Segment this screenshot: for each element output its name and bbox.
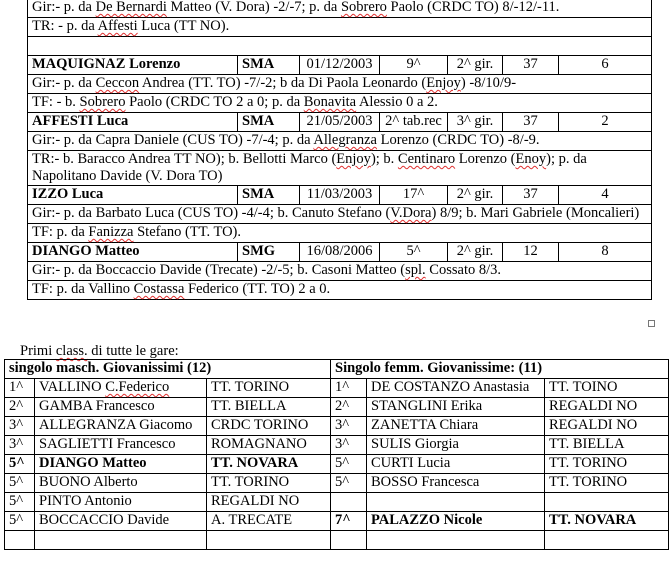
match-note: TF: p. da Vallino Costassa Federico (TT. TO) 2 a 0. [28,281,652,300]
results-table [4,359,669,550]
girl-place: 5^ [331,455,367,474]
match-note: TF: p. da Fanizza Stefano (TT. TO). [28,224,652,243]
girl-club [545,531,669,550]
player-name: IZZO Luca [28,186,238,205]
girl-name: ZANETTA Chiara [367,417,545,436]
girl-club: TT. TORINO [545,474,669,493]
boy-club: TT. TORINO [207,379,331,398]
boy-name [35,531,207,550]
player-group: 2^ gir. [448,56,503,75]
boy-name: SAGLIETTI Francesco [35,436,207,455]
match-note: TR: - p. da Affesti Luca (TT NO). [28,18,652,37]
player-birthdate: 16/08/2006 [300,243,380,262]
boy-name: VALLINO C.Federico [35,379,207,398]
player-rank: 2 [559,113,652,132]
boy-club: TT. TORINO [207,474,331,493]
boy-place: 5^ [5,512,35,531]
player-birthdate: 11/03/2003 [300,186,380,205]
girl-club: TT. BIELLA [545,436,669,455]
results-row [5,455,669,474]
match-note: Gir:- p. da De Bernardi Matteo (V. Dora) -2/-7; p. da Sobrero Paolo (CRDC TO) 8/-12/-11. [28,0,652,18]
note-row [28,94,652,113]
boy-club: REGALDI NO [207,493,331,512]
girl-place: 3^ [331,436,367,455]
boy-place: 1^ [5,379,35,398]
note-row [28,224,652,243]
player-count: 37 [503,113,559,132]
table-resize-handle[interactable] [648,320,655,327]
results-row [5,436,669,455]
player-position: 17^ [380,186,448,205]
note-row [28,0,652,18]
note-row [28,18,652,37]
player-category: SMA [238,56,300,75]
boy-club [207,531,331,550]
note-row [28,281,652,300]
boy-name: BUONO Alberto [35,474,207,493]
boy-place: 3^ [5,417,35,436]
player-category: SMA [238,113,300,132]
boy-club: TT. NOVARA [207,455,331,474]
player-position: 9^ [380,56,448,75]
girl-place: 1^ [331,379,367,398]
player-category: SMA [238,186,300,205]
blank-row [28,37,652,56]
boy-place: 3^ [5,436,35,455]
boy-place: 2^ [5,398,35,417]
girl-name: CURTI Lucia [367,455,545,474]
girl-club: TT. NOVARA [545,512,669,531]
boy-club: ROMAGNANO [207,436,331,455]
results-row [5,493,669,512]
boys-category-header: singolo masch. Giovanissimi (12) [5,360,331,379]
girl-place [331,531,367,550]
blank-cell [28,37,652,56]
match-note: TF: - b. Sobrero Paolo (CRDC TO 2 a 0; p. da Bonavita Alessio 0 a 2. [28,94,652,113]
girl-club: REGALDI NO [545,417,669,436]
girl-name: PALAZZO Nicole [367,512,545,531]
match-note: TR:- b. Baracco Andrea TT NO); b. Bellotti Marco (Enjoy); b. Centinaro Lorenzo (Enoy); p. da Napolitano Davide (V. Dora TO) [28,151,652,186]
player-count: 37 [503,186,559,205]
results-header-row [5,360,669,379]
boy-club: TT. BIELLA [207,398,331,417]
results-caption: Primi class. di tutte le gare: [20,343,179,359]
player-row [28,243,652,262]
player-row [28,56,652,75]
player-group: 3^ gir. [448,113,503,132]
player-rank: 4 [559,186,652,205]
player-notes-table [27,0,652,300]
girl-place: 7^ [331,512,367,531]
boy-place [5,531,35,550]
boy-club: A. TRECATE [207,512,331,531]
note-row [28,151,652,186]
player-category: SMG [238,243,300,262]
results-row [5,474,669,493]
girl-name [367,531,545,550]
girl-name: BOSSO Francesca [367,474,545,493]
girl-name: DE COSTANZO Anastasia [367,379,545,398]
player-rank: 6 [559,56,652,75]
match-note: Gir:- p. da Capra Daniele (CUS TO) -7/-4; p. da Allegranza Lorenzo (CRDC TO) -8/-9. [28,132,652,151]
boy-place: 5^ [5,474,35,493]
results-row [5,512,669,531]
note-row [28,205,652,224]
player-birthdate: 01/12/2003 [300,56,380,75]
boy-place: 5^ [5,455,35,474]
girl-club: REGALDI NO [545,398,669,417]
girl-place: 5^ [331,474,367,493]
player-position: 5^ [380,243,448,262]
player-count: 37 [503,56,559,75]
boy-name: GAMBA Francesco [35,398,207,417]
girl-club [545,493,669,512]
player-name: DIANGO Matteo [28,243,238,262]
match-note: Gir:- p. da Ceccon Andrea (TT. TO) -7/-2; b da Di Paola Leonardo (Enjoy) -8/10/9- [28,75,652,94]
boy-name: ALLEGRANZA Giacomo [35,417,207,436]
player-count: 12 [503,243,559,262]
boy-name: BOCCACCIO Davide [35,512,207,531]
player-row [28,113,652,132]
note-row [28,262,652,281]
note-row [28,132,652,151]
girl-place: 2^ [331,398,367,417]
player-row [28,186,652,205]
girl-name: SULIS Giorgia [367,436,545,455]
match-note: Gir:- p. da Barbato Luca (CUS TO) -4/-4; b. Canuto Stefano (V.Dora) 8/9; b. Mari Gabriele (Moncalieri) [28,205,652,224]
girl-club: TT. TOINO [545,379,669,398]
results-row [5,398,669,417]
girl-name [367,493,545,512]
results-row [5,379,669,398]
girls-category-header: Singolo femm. Giovanissime: (11) [331,360,669,379]
boy-place: 5^ [5,493,35,512]
results-row [5,531,669,550]
note-row [28,75,652,94]
player-position: 2^ tab.rec [380,113,448,132]
boy-name: PINTO Antonio [35,493,207,512]
match-note: Gir:- p. da Boccaccio Davide (Trecate) -2/-5; b. Casoni Matteo (spl. Cossato 8/3. [28,262,652,281]
player-name: AFFESTI Luca [28,113,238,132]
boy-name: DIANGO Matteo [35,455,207,474]
girl-name: STANGLINI Erika [367,398,545,417]
boy-club: CRDC TORINO [207,417,331,436]
girl-place [331,493,367,512]
player-rank: 8 [559,243,652,262]
player-group: 2^ gir. [448,243,503,262]
girl-place: 3^ [331,417,367,436]
results-row [5,417,669,436]
player-group: 2^ gir. [448,186,503,205]
player-birthdate: 21/05/2003 [300,113,380,132]
girl-club: TT. TORINO [545,455,669,474]
player-name: MAQUIGNAZ Lorenzo [28,56,238,75]
